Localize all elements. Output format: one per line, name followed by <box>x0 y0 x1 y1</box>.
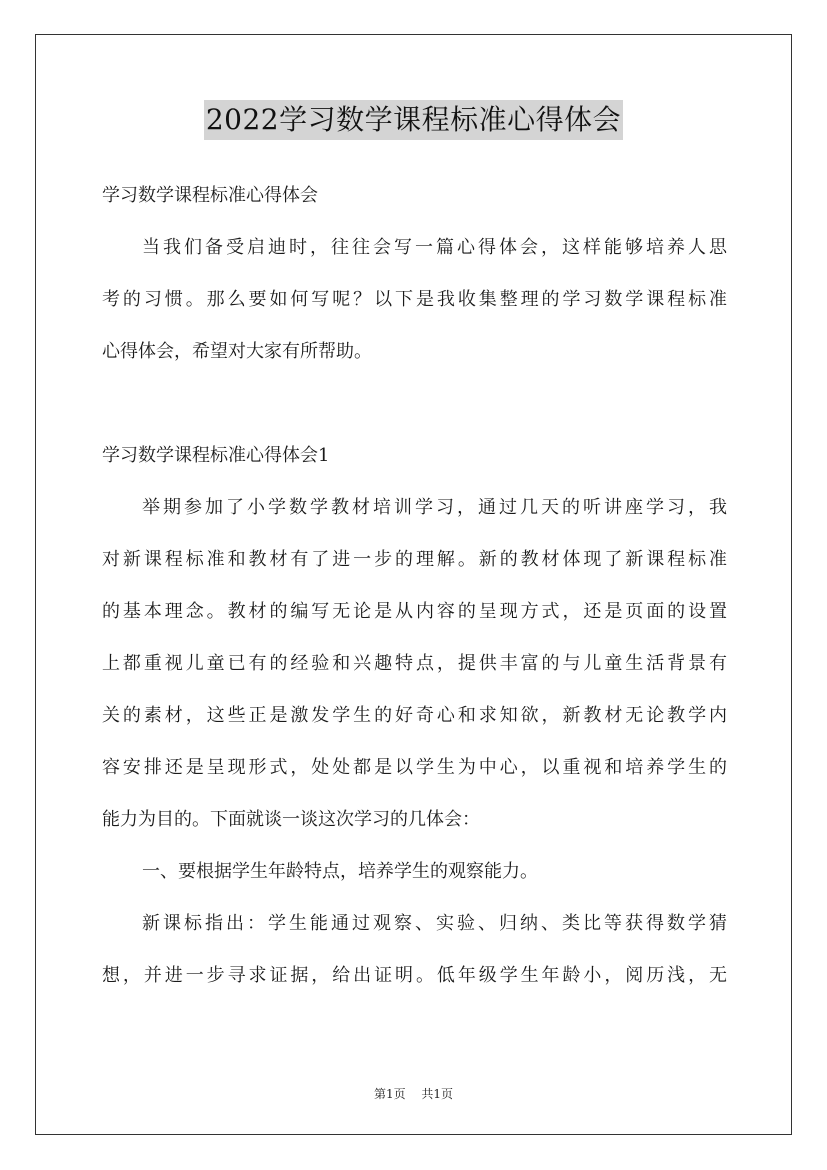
text-line: 新课标指出：学生能通过观察、实验、归纳、类比等获得数学猜 <box>142 913 727 934</box>
page-footer <box>0 1085 827 1102</box>
blank-line <box>102 378 727 430</box>
text-line: 对新课程标准和教材有了进一步的理解。新的教材体现了新课程标准 <box>102 549 727 570</box>
text-line: 学习数学课程标准心得体会 <box>102 185 318 206</box>
title-container <box>0 100 827 140</box>
text-line: 容安排还是呈现形式，处处都是以学生为中心，以重视和培养学生的 <box>102 757 727 778</box>
text-line: 当我们备受启迪时，往往会写一篇心得体会，这样能够培养人思 <box>142 237 727 258</box>
text-line: 举期参加了小学数学教材培训学习，通过几天的听讲座学习，我 <box>142 497 727 518</box>
text-line: 能力为目的。下面就谈一谈这次学习的几体会： <box>102 809 480 830</box>
text-line: 考的习惯。那么要如何写呢？以下是我收集整理的学习数学课程标准 <box>102 289 727 310</box>
text-line: 心得体会，希望对大家有所帮助。 <box>102 341 372 362</box>
page-total: 共1页 <box>421 1087 454 1101</box>
text-line: 上都重视儿童已有的经验和兴趣特点，提供丰富的与儿童生活背景有 <box>102 653 727 674</box>
text-line: 学习数学课程标准心得体会1 <box>102 445 330 466</box>
document-title: 2022学习数学课程标准心得体会 <box>204 100 623 140</box>
text-line: 想，并进一步寻求证据，给出证明。低年级学生年龄小，阅历浅，无 <box>102 965 727 986</box>
text-line: 一、要根据学生年龄特点，培养学生的观察能力。 <box>142 861 538 882</box>
text-line: 关的素材，这些正是激发学生的好奇心和求知欲，新教材无论教学内 <box>102 705 727 726</box>
document-body <box>102 170 727 1002</box>
page-number: 第1页 <box>373 1087 406 1101</box>
text-line: 的基本理念。教材的编写无论是从内容的呈现方式，还是页面的设置 <box>102 601 727 622</box>
